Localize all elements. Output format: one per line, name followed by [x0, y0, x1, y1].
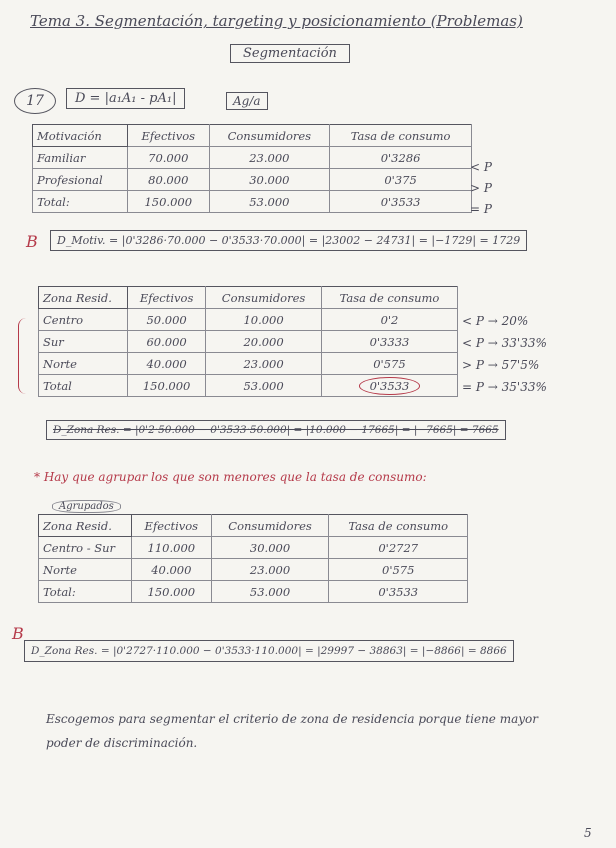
table-cell: 0'2727: [329, 537, 468, 559]
comparison-mark: < P → 33'33%: [462, 336, 547, 350]
table-cell: 30.000: [209, 169, 330, 191]
table-cell: 110.000: [132, 537, 212, 559]
problem-number: [14, 88, 56, 114]
table-cell: 70.000: [128, 147, 210, 169]
table-cell: 0'575: [321, 353, 457, 375]
page-number: 5: [584, 826, 592, 840]
table-cell: 150.000: [132, 581, 212, 603]
table-cell: Sur: [39, 331, 128, 353]
table-zona-residencia: [38, 286, 458, 397]
table-header: Consumidores: [206, 287, 322, 309]
problem-number-text: 17: [26, 93, 44, 109]
table-header: Motivación: [33, 125, 128, 147]
table-row: [33, 191, 472, 213]
calc-zona-crossed: D_Zona Res. = |0'2·50.000 − 0'3533·50.000| = |10.000 − 17665| = |−7665| = 7665: [46, 420, 506, 440]
comparison-mark: > P: [470, 181, 492, 195]
table-header: Tasa de consumo: [330, 125, 472, 147]
table-cell: 0'2: [321, 309, 457, 331]
table-cell: 23.000: [209, 147, 330, 169]
table-header-row: [39, 515, 468, 537]
table-row: [39, 537, 468, 559]
table-cell: 0'3333: [321, 331, 457, 353]
table-cell: 150.000: [128, 375, 206, 397]
table-cell: Total:: [33, 191, 128, 213]
table-cell: 0'575: [329, 559, 468, 581]
page-title: Tema 3. Segmentación, targeting y posicionamiento (Problemas): [30, 12, 523, 30]
table-cell: 23.000: [206, 353, 322, 375]
table-caption: Agrupados: [52, 500, 121, 513]
table-cell: [321, 375, 457, 397]
table-header: Efectivos: [128, 125, 210, 147]
table-row: [39, 559, 468, 581]
table-cell: Total:: [39, 581, 132, 603]
problem-tag: Ag/a: [226, 92, 268, 110]
calc-zona-agrupada: D_Zona Res. = |0'2727·110.000 − 0'3533·110.000| = |29997 − 38863| = |−8866| = 8866: [24, 640, 514, 662]
comparison-mark: = P → 35'33%: [462, 380, 547, 394]
step-label: B: [26, 232, 38, 251]
table-header: Tasa de consumo: [329, 515, 468, 537]
table-row: [39, 309, 458, 331]
table-cell: Norte: [39, 559, 132, 581]
table-row: [39, 331, 458, 353]
section-title: Segmentación: [230, 44, 350, 63]
table-cell: 50.000: [128, 309, 206, 331]
table-cell: 40.000: [128, 353, 206, 375]
table-cell: 40.000: [132, 559, 212, 581]
table-cell: 53.000: [211, 581, 329, 603]
table-header: Zona Resid.: [39, 287, 128, 309]
table-cell: 20.000: [206, 331, 322, 353]
comparison-mark: > P → 57'5%: [462, 358, 540, 372]
table-row: [33, 147, 472, 169]
conclusion-line: Escogemos para segmentar el criterio de zona de residencia porque tiene mayor: [46, 712, 538, 726]
table-cell: Centro - Sur: [39, 537, 132, 559]
table-cell: 150.000: [128, 191, 210, 213]
table-agrupados: [38, 514, 468, 603]
table-header: Zona Resid.: [39, 515, 132, 537]
table-cell: 0'3533: [330, 191, 472, 213]
comparison-mark: < P: [470, 160, 492, 174]
grouping-note: * Hay que agrupar los que son menores que la tasa de consumo:: [34, 470, 427, 484]
table-cell: 53.000: [209, 191, 330, 213]
table-cell: 60.000: [128, 331, 206, 353]
table-cell: Familiar: [33, 147, 128, 169]
table-header: Consumidores: [211, 515, 329, 537]
table-motivacion: [32, 124, 472, 213]
table-row: [39, 375, 458, 397]
table-row: [39, 581, 468, 603]
table-cell: 0'3533: [329, 581, 468, 603]
conclusion-line: poder de discriminación.: [46, 736, 198, 750]
table-cell: 0'375: [330, 169, 472, 191]
table-cell: 80.000: [128, 169, 210, 191]
group-brace: [18, 318, 29, 394]
problem-formula: D = |a₁A₁ - pA₁|: [66, 88, 185, 109]
table-header: Efectivos: [128, 287, 206, 309]
table-header: Efectivos: [132, 515, 212, 537]
highlighted-rate: 0'3533: [359, 377, 421, 395]
table-header-row: [39, 287, 458, 309]
table-row: [39, 353, 458, 375]
table-cell: 10.000: [206, 309, 322, 331]
calc-motivacion: D_Motiv. = |0'3286·70.000 − 0'3533·70.000| = |23002 − 24731| = |−1729| = 1729: [50, 230, 527, 251]
table-cell: 30.000: [211, 537, 329, 559]
table-cell: Total: [39, 375, 128, 397]
table-cell: 53.000: [206, 375, 322, 397]
table-cell: Profesional: [33, 169, 128, 191]
table-cell: 0'3286: [330, 147, 472, 169]
table-cell: Norte: [39, 353, 128, 375]
table-cell: Centro: [39, 309, 128, 331]
table-header-row: [33, 125, 472, 147]
step-label: B: [12, 624, 24, 643]
comparison-mark: = P: [470, 202, 492, 216]
table-row: [33, 169, 472, 191]
table-header: Consumidores: [209, 125, 330, 147]
comparison-mark: < P → 20%: [462, 314, 529, 328]
table-cell: 23.000: [211, 559, 329, 581]
table-header: Tasa de consumo: [321, 287, 457, 309]
